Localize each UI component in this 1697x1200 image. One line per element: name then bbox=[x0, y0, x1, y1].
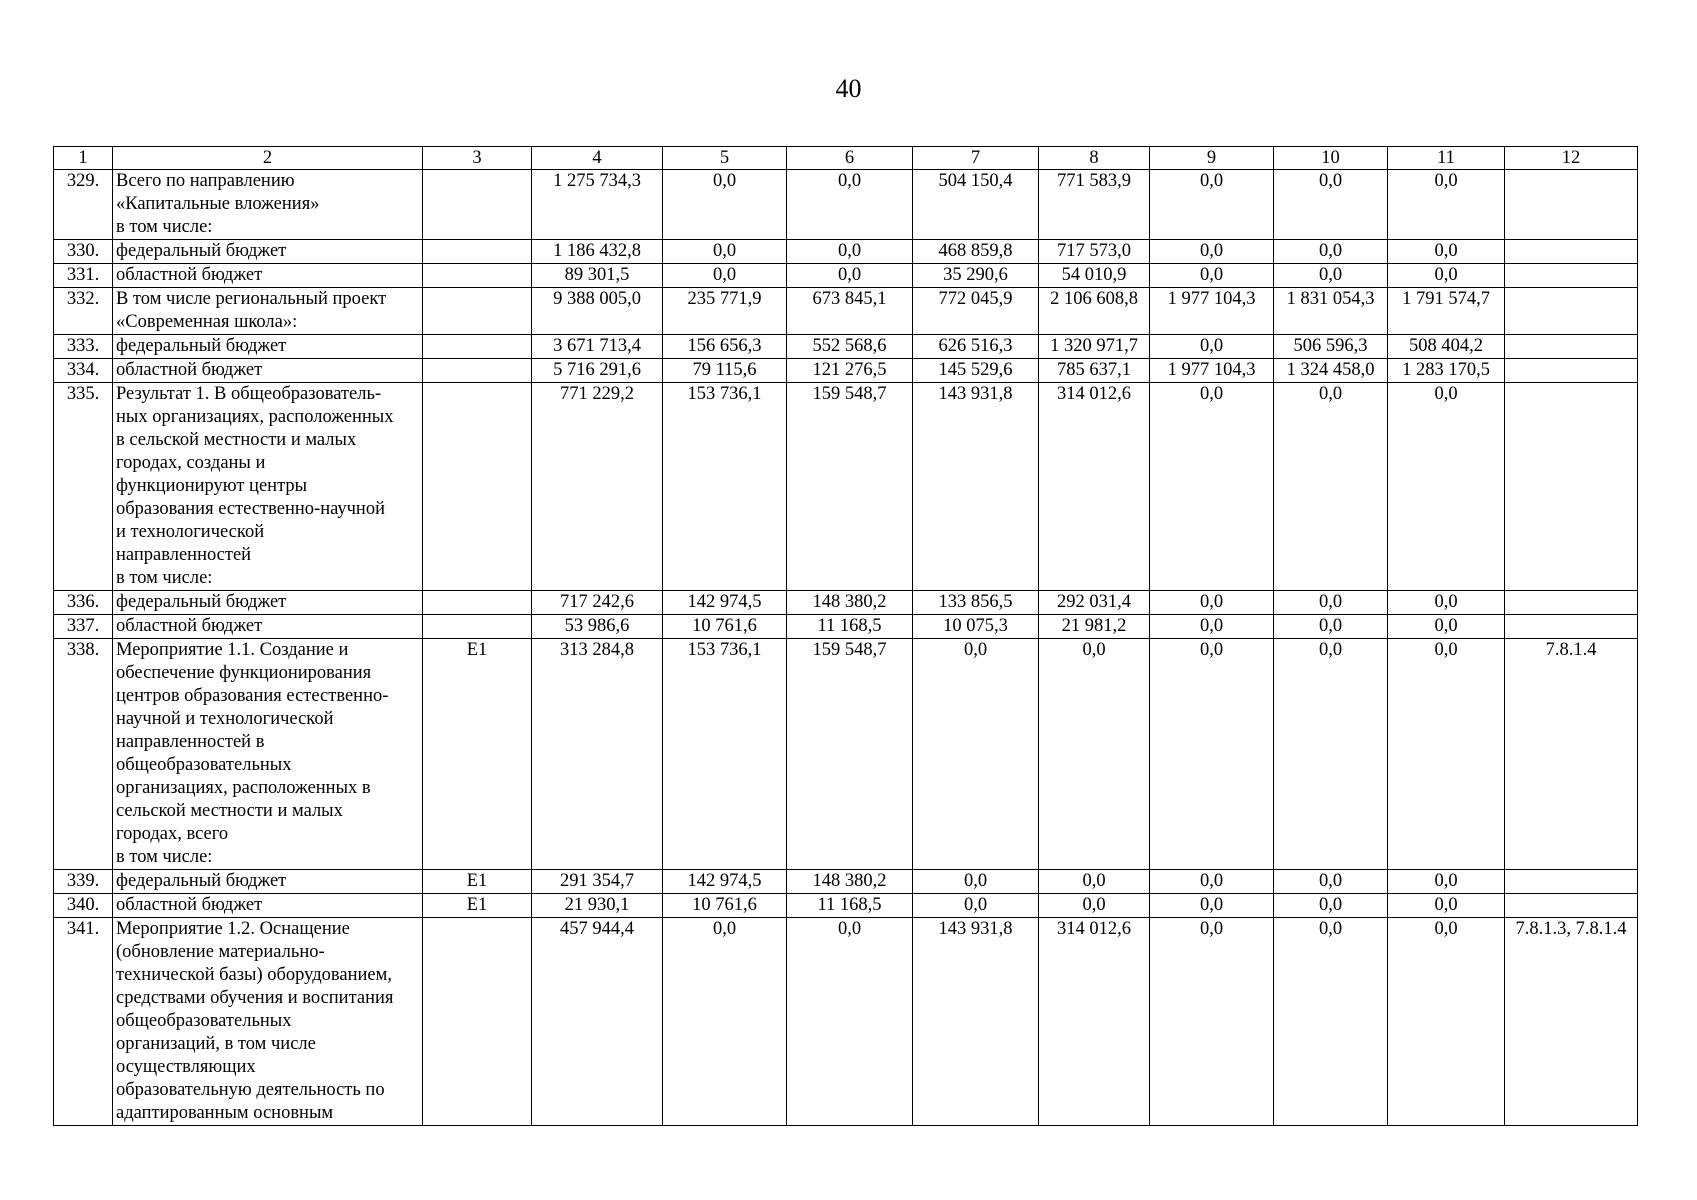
cell-col-6: 159 548,7 bbox=[787, 639, 913, 870]
cell-col-5: 153 736,1 bbox=[663, 639, 787, 870]
row-code bbox=[423, 335, 532, 359]
table-row bbox=[54, 383, 1638, 591]
row-name: областной бюджет bbox=[113, 894, 423, 918]
row-code bbox=[423, 383, 532, 591]
cell-col-4: 457 944,4 bbox=[532, 918, 663, 1126]
row-code bbox=[423, 240, 532, 264]
row-number: 335. bbox=[54, 383, 113, 591]
row-reference: 7.8.1.3, 7.8.1.4 bbox=[1505, 918, 1638, 1126]
cell-col-4: 1 275 734,3 bbox=[532, 170, 663, 240]
cell-col-7: 0,0 bbox=[913, 639, 1039, 870]
row-code: Е1 bbox=[423, 894, 532, 918]
cell-col-11: 0,0 bbox=[1388, 240, 1505, 264]
cell-col-6: 0,0 bbox=[787, 170, 913, 240]
cell-col-8: 314 012,6 bbox=[1039, 918, 1150, 1126]
cell-col-8: 0,0 bbox=[1039, 870, 1150, 894]
row-reference: 7.8.1.4 bbox=[1505, 639, 1638, 870]
row-code: Е1 bbox=[423, 870, 532, 894]
cell-col-11: 0,0 bbox=[1388, 383, 1505, 591]
cell-col-8: 717 573,0 bbox=[1039, 240, 1150, 264]
row-reference bbox=[1505, 615, 1638, 639]
cell-col-9: 0,0 bbox=[1150, 335, 1274, 359]
cell-col-4: 89 301,5 bbox=[532, 264, 663, 288]
cell-col-9: 0,0 bbox=[1150, 383, 1274, 591]
cell-col-8: 771 583,9 bbox=[1039, 170, 1150, 240]
cell-col-9: 0,0 bbox=[1150, 894, 1274, 918]
row-code bbox=[423, 170, 532, 240]
table-row bbox=[54, 170, 1638, 240]
cell-col-6: 673 845,1 bbox=[787, 288, 913, 335]
row-name: областной бюджет bbox=[113, 359, 423, 383]
cell-col-5: 235 771,9 bbox=[663, 288, 787, 335]
table-row bbox=[54, 615, 1638, 639]
cell-col-5: 10 761,6 bbox=[663, 894, 787, 918]
row-name: Мероприятие 1.2. Оснащение (обновление материально- технической базы) оборудованием, средствами обучения и воспитания общеобразовательных организаций, в том числе осуществляющих образовательную деятельность по адаптированным основным bbox=[113, 918, 423, 1126]
cell-col-10: 0,0 bbox=[1274, 615, 1388, 639]
row-name: В том числе региональный проект «Современная школа»: bbox=[113, 288, 423, 335]
row-name: областной бюджет bbox=[113, 264, 423, 288]
cell-col-10: 0,0 bbox=[1274, 170, 1388, 240]
cell-col-11: 0,0 bbox=[1388, 870, 1505, 894]
cell-col-8: 1 320 971,7 bbox=[1039, 335, 1150, 359]
cell-col-8: 0,0 bbox=[1039, 894, 1150, 918]
table-row bbox=[54, 335, 1638, 359]
cell-col-4: 313 284,8 bbox=[532, 639, 663, 870]
row-name: областной бюджет bbox=[113, 615, 423, 639]
cell-col-4: 771 229,2 bbox=[532, 383, 663, 591]
cell-col-7: 0,0 bbox=[913, 870, 1039, 894]
cell-col-11: 0,0 bbox=[1388, 639, 1505, 870]
row-code bbox=[423, 288, 532, 335]
cell-col-10: 0,0 bbox=[1274, 894, 1388, 918]
column-header: 5 bbox=[663, 147, 787, 170]
cell-col-7: 35 290,6 bbox=[913, 264, 1039, 288]
cell-col-9: 0,0 bbox=[1150, 264, 1274, 288]
cell-col-9: 0,0 bbox=[1150, 615, 1274, 639]
row-number: 329. bbox=[54, 170, 113, 240]
row-number: 333. bbox=[54, 335, 113, 359]
cell-col-11: 1 283 170,5 bbox=[1388, 359, 1505, 383]
cell-col-5: 0,0 bbox=[663, 264, 787, 288]
cell-col-5: 0,0 bbox=[663, 170, 787, 240]
table-row bbox=[54, 591, 1638, 615]
row-number: 340. bbox=[54, 894, 113, 918]
row-reference bbox=[1505, 264, 1638, 288]
column-header: 1 bbox=[54, 147, 113, 170]
cell-col-7: 504 150,4 bbox=[913, 170, 1039, 240]
cell-col-6: 11 168,5 bbox=[787, 894, 913, 918]
cell-col-4: 21 930,1 bbox=[532, 894, 663, 918]
cell-col-6: 0,0 bbox=[787, 264, 913, 288]
cell-col-10: 0,0 bbox=[1274, 639, 1388, 870]
cell-col-6: 11 168,5 bbox=[787, 615, 913, 639]
cell-col-10: 1 831 054,3 bbox=[1274, 288, 1388, 335]
cell-col-5: 153 736,1 bbox=[663, 383, 787, 591]
cell-col-4: 53 986,6 bbox=[532, 615, 663, 639]
cell-col-10: 0,0 bbox=[1274, 240, 1388, 264]
table-row bbox=[54, 918, 1638, 1126]
header-row bbox=[54, 147, 1638, 170]
cell-col-9: 0,0 bbox=[1150, 870, 1274, 894]
table-row bbox=[54, 639, 1638, 870]
table-row bbox=[54, 894, 1638, 918]
cell-col-8: 21 981,2 bbox=[1039, 615, 1150, 639]
cell-col-7: 143 931,8 bbox=[913, 918, 1039, 1126]
column-header: 2 bbox=[113, 147, 423, 170]
cell-col-10: 506 596,3 bbox=[1274, 335, 1388, 359]
row-reference bbox=[1505, 170, 1638, 240]
row-number: 334. bbox=[54, 359, 113, 383]
cell-col-10: 0,0 bbox=[1274, 383, 1388, 591]
cell-col-9: 0,0 bbox=[1150, 170, 1274, 240]
cell-col-7: 133 856,5 bbox=[913, 591, 1039, 615]
row-number: 341. bbox=[54, 918, 113, 1126]
row-number: 331. bbox=[54, 264, 113, 288]
cell-col-6: 121 276,5 bbox=[787, 359, 913, 383]
table-row bbox=[54, 870, 1638, 894]
cell-col-9: 1 977 104,3 bbox=[1150, 288, 1274, 335]
column-header: 12 bbox=[1505, 147, 1638, 170]
cell-col-11: 0,0 bbox=[1388, 894, 1505, 918]
cell-col-7: 143 931,8 bbox=[913, 383, 1039, 591]
cell-col-8: 292 031,4 bbox=[1039, 591, 1150, 615]
cell-col-4: 1 186 432,8 bbox=[532, 240, 663, 264]
budget-table bbox=[53, 146, 1638, 1126]
column-header: 4 bbox=[532, 147, 663, 170]
table-row bbox=[54, 240, 1638, 264]
cell-col-8: 785 637,1 bbox=[1039, 359, 1150, 383]
row-reference bbox=[1505, 870, 1638, 894]
cell-col-11: 0,0 bbox=[1388, 170, 1505, 240]
cell-col-4: 9 388 005,0 bbox=[532, 288, 663, 335]
row-name: Всего по направлению «Капитальные вложения» в том числе: bbox=[113, 170, 423, 240]
table-row bbox=[54, 288, 1638, 335]
cell-col-9: 0,0 bbox=[1150, 240, 1274, 264]
cell-col-8: 54 010,9 bbox=[1039, 264, 1150, 288]
column-header: 3 bbox=[423, 147, 532, 170]
row-reference bbox=[1505, 383, 1638, 591]
table-row bbox=[54, 359, 1638, 383]
cell-col-8: 0,0 bbox=[1039, 639, 1150, 870]
cell-col-10: 1 324 458,0 bbox=[1274, 359, 1388, 383]
cell-col-9: 1 977 104,3 bbox=[1150, 359, 1274, 383]
cell-col-4: 3 671 713,4 bbox=[532, 335, 663, 359]
cell-col-10: 0,0 bbox=[1274, 264, 1388, 288]
column-header: 10 bbox=[1274, 147, 1388, 170]
cell-col-7: 10 075,3 bbox=[913, 615, 1039, 639]
cell-col-8: 314 012,6 bbox=[1039, 383, 1150, 591]
column-header: 6 bbox=[787, 147, 913, 170]
page-number: 40 bbox=[835, 74, 862, 103]
cell-col-4: 5 716 291,6 bbox=[532, 359, 663, 383]
cell-col-11: 0,0 bbox=[1388, 264, 1505, 288]
table-body bbox=[54, 147, 1638, 1126]
cell-col-10: 0,0 bbox=[1274, 591, 1388, 615]
column-header: 7 bbox=[913, 147, 1039, 170]
row-number: 338. bbox=[54, 639, 113, 870]
cell-col-8: 2 106 608,8 bbox=[1039, 288, 1150, 335]
row-name: федеральный бюджет bbox=[113, 591, 423, 615]
row-number: 332. bbox=[54, 288, 113, 335]
row-code bbox=[423, 264, 532, 288]
cell-col-5: 79 115,6 bbox=[663, 359, 787, 383]
cell-col-11: 508 404,2 bbox=[1388, 335, 1505, 359]
row-number: 330. bbox=[54, 240, 113, 264]
cell-col-9: 0,0 bbox=[1150, 918, 1274, 1126]
cell-col-7: 626 516,3 bbox=[913, 335, 1039, 359]
cell-col-7: 468 859,8 bbox=[913, 240, 1039, 264]
cell-col-6: 0,0 bbox=[787, 918, 913, 1126]
table-row bbox=[54, 264, 1638, 288]
cell-col-5: 142 974,5 bbox=[663, 591, 787, 615]
cell-col-5: 0,0 bbox=[663, 918, 787, 1126]
cell-col-5: 0,0 bbox=[663, 240, 787, 264]
column-header: 11 bbox=[1388, 147, 1505, 170]
cell-col-6: 159 548,7 bbox=[787, 383, 913, 591]
row-reference bbox=[1505, 591, 1638, 615]
row-reference bbox=[1505, 894, 1638, 918]
cell-col-5: 10 761,6 bbox=[663, 615, 787, 639]
cell-col-9: 0,0 bbox=[1150, 639, 1274, 870]
row-code bbox=[423, 591, 532, 615]
cell-col-7: 145 529,6 bbox=[913, 359, 1039, 383]
row-reference bbox=[1505, 240, 1638, 264]
cell-col-11: 0,0 bbox=[1388, 591, 1505, 615]
cell-col-5: 142 974,5 bbox=[663, 870, 787, 894]
cell-col-9: 0,0 bbox=[1150, 591, 1274, 615]
row-name: Мероприятие 1.1. Создание и обеспечение функционирования центров образования естественно- научной и технологической направленностей в общеобразовательных организациях, расположенных в сельской местности и малых городах, всего в том числе: bbox=[113, 639, 423, 870]
row-code: Е1 bbox=[423, 639, 532, 870]
row-reference bbox=[1505, 288, 1638, 335]
row-code bbox=[423, 918, 532, 1126]
row-name: федеральный бюджет bbox=[113, 870, 423, 894]
row-number: 337. bbox=[54, 615, 113, 639]
cell-col-6: 552 568,6 bbox=[787, 335, 913, 359]
row-number: 336. bbox=[54, 591, 113, 615]
cell-col-4: 717 242,6 bbox=[532, 591, 663, 615]
row-name: федеральный бюджет bbox=[113, 240, 423, 264]
cell-col-6: 148 380,2 bbox=[787, 870, 913, 894]
cell-col-5: 156 656,3 bbox=[663, 335, 787, 359]
cell-col-4: 291 354,7 bbox=[532, 870, 663, 894]
row-name: Результат 1. В общеобразователь- ных организациях, расположенных в сельской местности и малых городах, созданы и функционируют центры образования естественно-научной и технологической направленностей в том числе: bbox=[113, 383, 423, 591]
cell-col-7: 0,0 bbox=[913, 894, 1039, 918]
row-reference bbox=[1505, 335, 1638, 359]
row-number: 339. bbox=[54, 870, 113, 894]
cell-col-6: 148 380,2 bbox=[787, 591, 913, 615]
cell-col-11: 1 791 574,7 bbox=[1388, 288, 1505, 335]
column-header: 8 bbox=[1039, 147, 1150, 170]
row-name: федеральный бюджет bbox=[113, 335, 423, 359]
column-header: 9 bbox=[1150, 147, 1274, 170]
cell-col-11: 0,0 bbox=[1388, 615, 1505, 639]
cell-col-6: 0,0 bbox=[787, 240, 913, 264]
cell-col-7: 772 045,9 bbox=[913, 288, 1039, 335]
row-reference bbox=[1505, 359, 1638, 383]
row-code bbox=[423, 359, 532, 383]
cell-col-11: 0,0 bbox=[1388, 918, 1505, 1126]
row-code bbox=[423, 615, 532, 639]
cell-col-10: 0,0 bbox=[1274, 870, 1388, 894]
cell-col-10: 0,0 bbox=[1274, 918, 1388, 1126]
